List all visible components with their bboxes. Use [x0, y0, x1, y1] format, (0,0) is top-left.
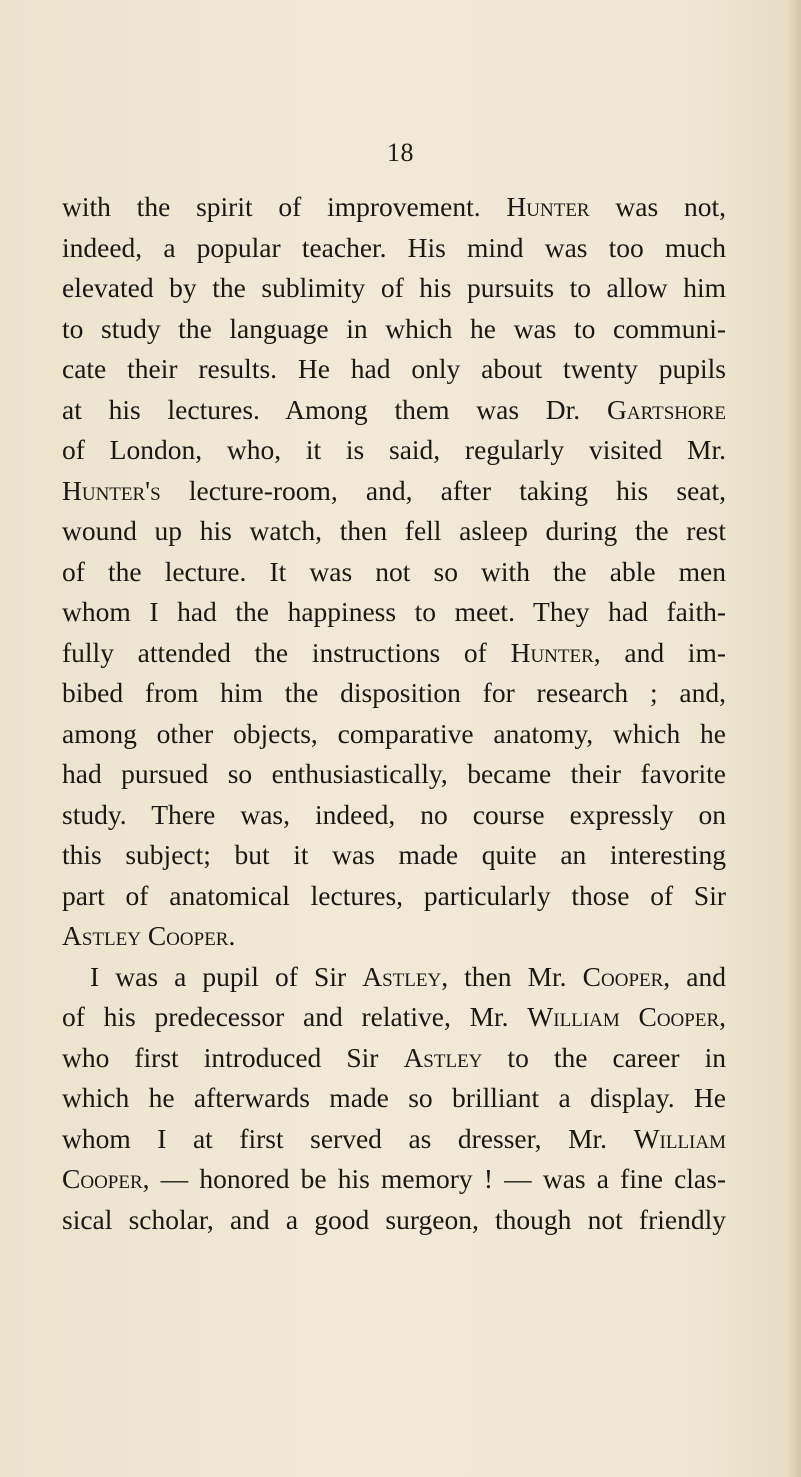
text-segment: I was a pupil of Sir	[90, 960, 363, 992]
text-line	[62, 1159, 726, 1200]
text-segment: was not,	[589, 191, 726, 222]
text-line	[62, 795, 726, 836]
text-segment: , — honored be his memory ! — was a fine clas-	[142, 1163, 726, 1194]
text-line	[62, 673, 726, 714]
text-segment: of his predecessor and relative, Mr.	[62, 1001, 528, 1032]
text-segment: to study the language in which he was to communi-	[62, 312, 726, 344]
text-line	[62, 714, 726, 755]
small-caps-name: William Cooper	[527, 1001, 720, 1032]
text-segment: , then Mr.	[441, 960, 583, 992]
text-segment: fully attended the instructions of	[62, 636, 511, 668]
text-segment: of the lecture. It was not so with the able men	[62, 555, 726, 587]
text-segment: cate their results. He had only about twenty pupils	[62, 353, 726, 384]
body-text	[62, 187, 726, 1240]
text-segment: , and im-	[593, 636, 726, 668]
text-line	[62, 997, 726, 1038]
text-segment: ,	[719, 1001, 726, 1032]
small-caps-name: Cooper	[582, 960, 664, 992]
text-line	[62, 916, 726, 957]
text-segment: among other objects, comparative anatomy, which he	[62, 717, 726, 749]
text-line	[62, 633, 726, 674]
text-segment: who first introduced Sir	[62, 1041, 404, 1073]
text-line	[62, 1038, 726, 1079]
small-caps-name: Hunter	[510, 636, 594, 668]
small-caps-name: Cooper	[62, 1163, 143, 1194]
small-caps-name: Hunter	[506, 191, 590, 222]
text-segment: .	[228, 920, 236, 951]
small-caps-name: Gartshore	[606, 393, 726, 425]
text-line	[62, 957, 726, 998]
text-segment: whom I had the happiness to meet. They had faith-	[62, 596, 726, 627]
text-segment: , and	[663, 960, 726, 992]
text-segment: at his lectures. Among them was Dr.	[62, 393, 607, 425]
text-segment: wound up his watch, then fell asleep during the rest	[62, 515, 726, 546]
text-segment: to the career in	[482, 1041, 726, 1073]
text-segment: with the spirit of improvement.	[62, 191, 507, 222]
text-segment: indeed, a popular teacher. His mind was too much	[62, 231, 726, 263]
text-line	[62, 835, 726, 876]
small-caps-name: Astley	[403, 1041, 483, 1073]
text-line	[62, 268, 726, 309]
page-number: 18	[387, 138, 414, 167]
text-line	[62, 390, 726, 431]
text-segment: had pursued so enthusiastically, became their favorite	[62, 758, 726, 789]
text-line	[62, 1200, 726, 1241]
text-segment: elevated by the sublimity of his pursuits to allow him	[62, 272, 726, 303]
text-segment: whom I at first served as dresser, Mr.	[62, 1122, 634, 1154]
small-caps-name: Hunter's	[62, 474, 161, 506]
text-segment: which he afterwards made so brilliant a display. He	[62, 1082, 726, 1113]
text-segment: this subject; but it was made quite an interesting	[62, 839, 726, 870]
text-line	[62, 228, 726, 269]
text-segment: part of anatomical lectures, particularly those of Sir	[62, 879, 726, 911]
text-segment: study. There was, indeed, no course expressly on	[62, 798, 726, 830]
small-caps-name: William	[633, 1122, 726, 1154]
text-segment: of London, who, it is said, regularly visited Mr.	[62, 434, 726, 465]
text-segment: lecture-room, and, after taking his seat,	[160, 474, 726, 506]
text-line	[62, 552, 726, 593]
text-line	[62, 876, 726, 917]
text-line	[62, 471, 726, 512]
small-caps-name: Astley	[362, 960, 442, 992]
text-line	[62, 187, 726, 228]
text-line	[62, 1078, 726, 1119]
text-line	[62, 349, 726, 390]
text-segment: sical scholar, and a good surgeon, though not friendly	[62, 1203, 726, 1235]
page-edge-shadow	[787, 0, 801, 1477]
text-line	[62, 430, 726, 471]
text-line	[62, 754, 726, 795]
text-line	[62, 511, 726, 552]
text-segment: bibed from him the disposition for research ; and,	[62, 677, 726, 708]
text-line	[62, 1119, 726, 1160]
text-line	[62, 592, 726, 633]
small-caps-name: Astley Cooper	[62, 920, 229, 951]
text-line	[62, 309, 726, 350]
